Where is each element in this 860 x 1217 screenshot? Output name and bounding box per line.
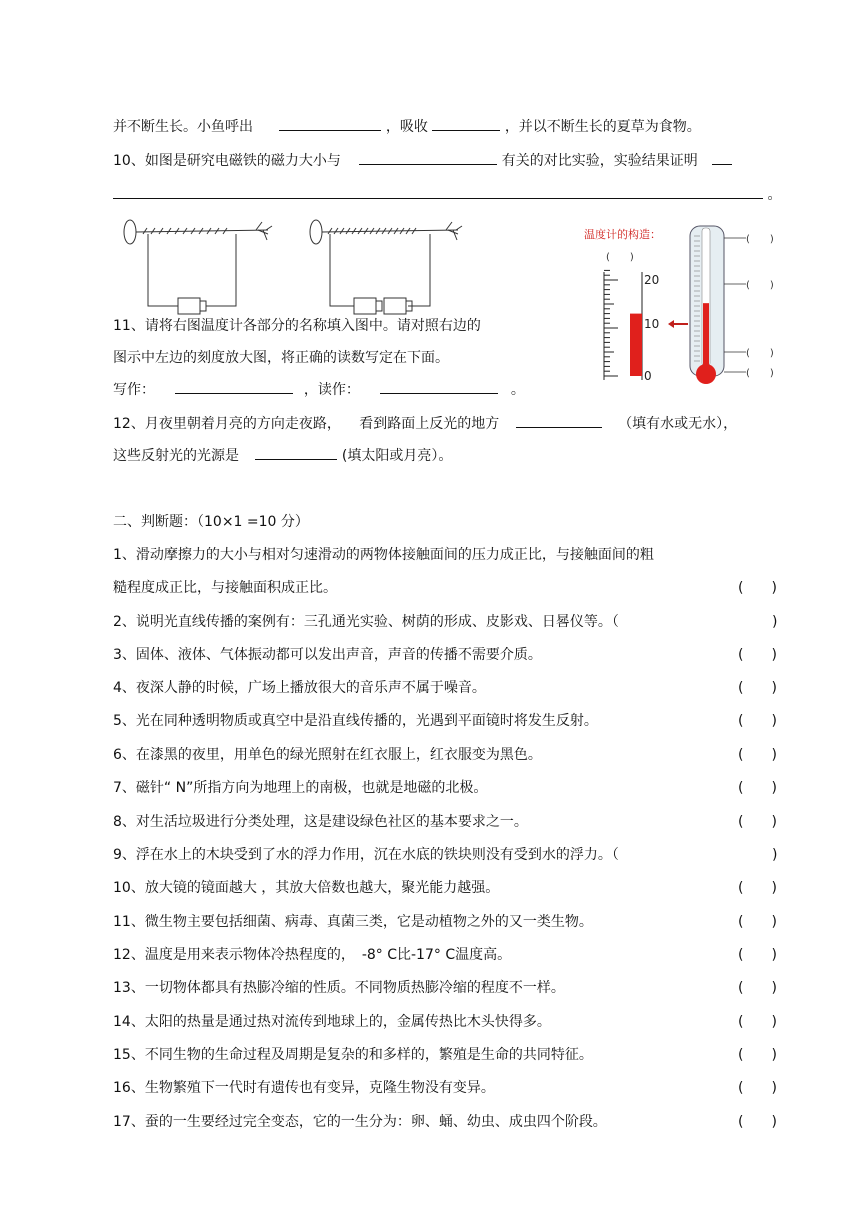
- answer-paren[interactable]: ( ): [738, 880, 777, 896]
- answer-paren[interactable]: ( ): [738, 713, 777, 729]
- judge-item-text: 17、蚕的一生要经过完全变态，它的一生分为：卵、蛹、幼虫、成虫四个阶段。: [113, 1114, 607, 1130]
- label-paren: ( ): [746, 234, 774, 245]
- judge-item-text: 1、滑动摩擦力的大小与相对匀速滑动的两物体接触面间的压力成正比，与接触面间的粗: [113, 547, 654, 563]
- judge-item-text: 4、夜深人静的时候，广场上播放很大的音乐声不属于噪音。: [113, 680, 486, 696]
- answer-blank-read[interactable]: [380, 379, 498, 394]
- answer-blank[interactable]: [359, 150, 497, 165]
- text-segment: (填太阳或月亮）。: [341, 448, 453, 464]
- answer-blank-write[interactable]: [175, 379, 293, 394]
- judge-item-text: 12、温度是用来表示物体冷热程度的， -8° C比-17° C温度高。: [113, 947, 512, 963]
- text-segment: 并不断生长。小鱼呼出: [113, 119, 253, 135]
- answer-paren[interactable]: ( ): [738, 814, 777, 830]
- judge-item-text: 14、太阳的热量是通过热对流传到地球上的，金属传热比木头快得多。: [113, 1014, 551, 1030]
- answer-paren[interactable]: ( ): [738, 1080, 777, 1096]
- answer-blank[interactable]: [712, 150, 732, 165]
- answer-paren[interactable]: ( ): [738, 680, 777, 696]
- judge-item-text: 6、在漆黑的夜里，用单色的绿光照射在红衣服上，红衣服变为黑色。: [113, 747, 542, 763]
- thermometer-body: [690, 226, 724, 384]
- answer-blank[interactable]: [113, 184, 763, 199]
- judge-item-text: 8、对生活垃圾进行分类处理，这是建设绿色社区的基本要求之一。: [113, 814, 528, 830]
- answer-paren-close[interactable]: ): [772, 847, 778, 863]
- thermometer-bulb: [696, 364, 716, 384]
- answer-paren[interactable]: ( ): [738, 1114, 777, 1130]
- answer-paren[interactable]: ( ): [738, 980, 777, 996]
- judge-item-text: 9、浮在水上的木块受到了水的浮力作用，沉在水底的铁块则没有受到水的浮力。（: [113, 847, 619, 863]
- answer-blank[interactable]: [279, 116, 381, 131]
- answer-paren[interactable]: ( ): [738, 1014, 777, 1030]
- electromagnet-right: [310, 220, 462, 314]
- answer-paren[interactable]: ( ): [738, 580, 777, 596]
- answer-paren[interactable]: ( ): [738, 914, 777, 930]
- judge-item-text: 7、磁针“ N”所指方向为地理上的南极，也就是地磁的北极。: [113, 780, 488, 796]
- answer-paren[interactable]: ( ): [738, 747, 777, 763]
- text-segment: 这些反射光的光源是: [113, 448, 239, 464]
- text-segment: 10、如图是研究电磁铁的磁力大小与: [113, 153, 341, 169]
- text-segment: 图示中左边的刻度放大图，将正确的读数写定在下面。: [113, 350, 449, 366]
- judge-item-text: 2、说明光直线传播的案例有：三孔通光实验、树荫的形成、皮影戏、日晷仪等。（: [113, 614, 619, 630]
- scale-label-10: 10: [644, 317, 660, 331]
- question-11-line3: [113, 379, 525, 400]
- answer-blank[interactable]: [255, 445, 337, 460]
- text-segment: ，吸收: [385, 119, 428, 135]
- scale-label-0: 0: [644, 369, 652, 383]
- judge-item-text: 11、微生物主要包括细菌、病毒、真菌三类，它是动植物之外的又一类生物。: [113, 914, 593, 930]
- text-segment: 有关的对比实验，实验结果证明: [501, 153, 698, 169]
- label-paren: ( ): [746, 368, 774, 379]
- scale-magnified: [604, 270, 659, 383]
- question-10: [113, 150, 732, 171]
- judge-item-text: 3、固体、液体、气体振动都可以发出声音，声音的传播不需要介质。: [113, 647, 542, 663]
- question-12-line2: [113, 445, 452, 466]
- thermometer-title: 温度计的构造：: [584, 228, 661, 241]
- write-label: 写作：: [113, 382, 155, 398]
- answer-paren[interactable]: ( ): [738, 947, 777, 963]
- label-paren: ( ): [746, 348, 774, 359]
- question-12-line1: [113, 413, 737, 434]
- judge-item-text: 13、一切物体都具有热膨冷缩的性质。不同物质热膨冷缩的程度不一样。: [113, 980, 565, 996]
- thermometer-figure: [582, 220, 804, 392]
- electromagnet-left: [124, 220, 272, 314]
- scale-label-20: 20: [644, 273, 660, 287]
- judge-item-text-cont: 糙程度成正比，与接触面积成正比。: [113, 580, 337, 596]
- text-segment: 11、请将右图温度计各部分的名称填入图中。请对照右边的: [113, 318, 481, 334]
- text-segment: （填有水或无水），: [618, 416, 738, 432]
- judge-item-text: 5、光在同种透明物质或真空中是沿直线传播的，光遇到平面镜时将发生反射。: [113, 713, 598, 729]
- judge-item-text: 10、放大镜的镜面越大 ，其放大倍数也越大，聚光能力越强。: [113, 880, 500, 896]
- question-11-line2: [113, 348, 449, 368]
- answer-blank[interactable]: [516, 413, 602, 428]
- question-10-line2: [113, 184, 781, 205]
- judge-item-text: 15、不同生物的生命过程及周期是复杂的和多样的，繁殖是生命的共同特征。: [113, 1047, 593, 1063]
- text-segment: 12、月夜里朝着月亮的方向走夜路，: [113, 416, 341, 432]
- pointer-lines: [724, 238, 746, 372]
- label-paren: ( ): [606, 252, 634, 263]
- fill-line-1: [113, 116, 701, 137]
- answer-paren[interactable]: ( ): [738, 780, 777, 796]
- thermometer-liquid: [703, 303, 709, 368]
- label-paren: ( ): [746, 280, 774, 291]
- answer-paren[interactable]: ( ): [738, 1047, 777, 1063]
- question-11-line1: [113, 316, 481, 336]
- answer-paren[interactable]: ( ): [738, 647, 777, 663]
- text-segment: ，并以不断生长的夏草为食物。: [504, 119, 701, 135]
- answer-blank[interactable]: [432, 116, 500, 131]
- text-segment: 看到路面上反光的地方: [359, 416, 500, 432]
- magnified-liquid-column: [630, 314, 642, 376]
- arrow-icon: [668, 320, 688, 328]
- judge-item-text: 16、生物繁殖下一代时有遗传也有变异，克隆生物没有变异。: [113, 1080, 495, 1096]
- electromagnet-figure: [118, 212, 538, 320]
- text-segment: 。: [767, 187, 782, 203]
- text-segment: 。: [510, 382, 525, 398]
- read-label: ，读作：: [303, 382, 360, 398]
- answer-paren-close[interactable]: ): [772, 614, 778, 630]
- section-heading: 二、判断题：（10×1 =10 分）: [113, 514, 309, 530]
